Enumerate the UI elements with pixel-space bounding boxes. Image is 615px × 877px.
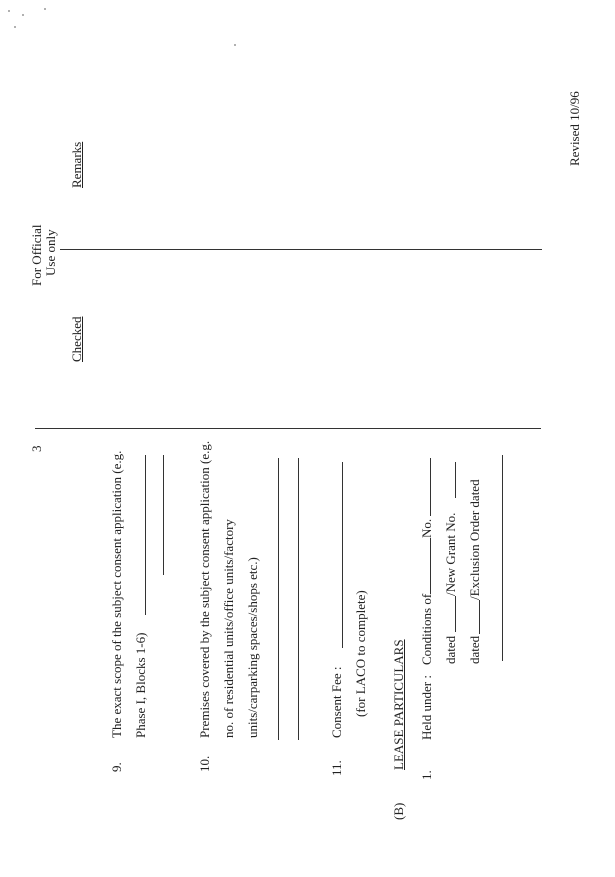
section-b-title: LEASE PARTICULARS <box>391 639 406 770</box>
official-header-line1: For Official <box>29 224 44 286</box>
q9-answer-line <box>145 455 146 615</box>
page-number: 3 <box>29 445 44 452</box>
q10-answer-line <box>278 458 279 740</box>
q9-number: 9. <box>109 762 124 772</box>
checked-column-header: Checked <box>69 316 84 362</box>
no-label: No. <box>419 518 434 538</box>
dated-blank-2 <box>479 600 480 634</box>
q10-text-line3: units/carparking spaces/shops etc.) <box>245 557 260 738</box>
scan-speck <box>44 8 46 10</box>
q10-text-line2: no. of residential units/office units/factory <box>221 519 236 738</box>
q9-text-line2: Phase I, Blocks 1-6) <box>133 632 148 738</box>
q10-answer-line-2 <box>298 458 299 740</box>
remarks-column-header: Remarks <box>69 141 84 188</box>
section-b-letter: (B) <box>391 802 406 820</box>
conditions-of-blank <box>430 538 431 594</box>
held-under-label: Held under : <box>419 675 434 740</box>
scan-speck <box>8 10 10 12</box>
dated-blank-1 <box>455 596 456 632</box>
revision-label: Revised 10/96 <box>567 91 582 166</box>
lease-item1-number: 1. <box>419 770 434 780</box>
q10-number: 10. <box>197 755 212 772</box>
q11-text-line2: (for LACO to complete) <box>353 590 368 717</box>
official-header-rule <box>60 249 542 250</box>
no-blank <box>430 458 431 516</box>
dated-label-2: dated <box>467 635 482 664</box>
new-grant-label: /New Grant No. <box>443 512 458 596</box>
q9-answer-line-2 <box>163 455 164 575</box>
q11-answer-line <box>342 462 343 648</box>
q11-number: 11. <box>329 760 344 776</box>
new-grant-blank <box>455 462 456 498</box>
exclusion-order-label: /Exclusion Order dated <box>467 479 482 600</box>
conditions-of-label: Conditions of <box>419 593 434 665</box>
lease-answer-line <box>502 455 503 661</box>
q11-text-line1: Consent Fee : <box>329 666 344 738</box>
scan-speck <box>14 26 16 28</box>
q10-text-line1: Premises covered by the subject consent application (e.g. <box>197 440 212 738</box>
official-header-line2: Use only <box>43 229 58 276</box>
scan-speck <box>234 44 236 46</box>
official-divider-line <box>35 428 541 429</box>
q9-text-line1: The exact scope of the subject consent application (e.g. <box>109 450 124 738</box>
dated-label-1: dated <box>443 635 458 664</box>
scan-speck <box>22 14 24 16</box>
